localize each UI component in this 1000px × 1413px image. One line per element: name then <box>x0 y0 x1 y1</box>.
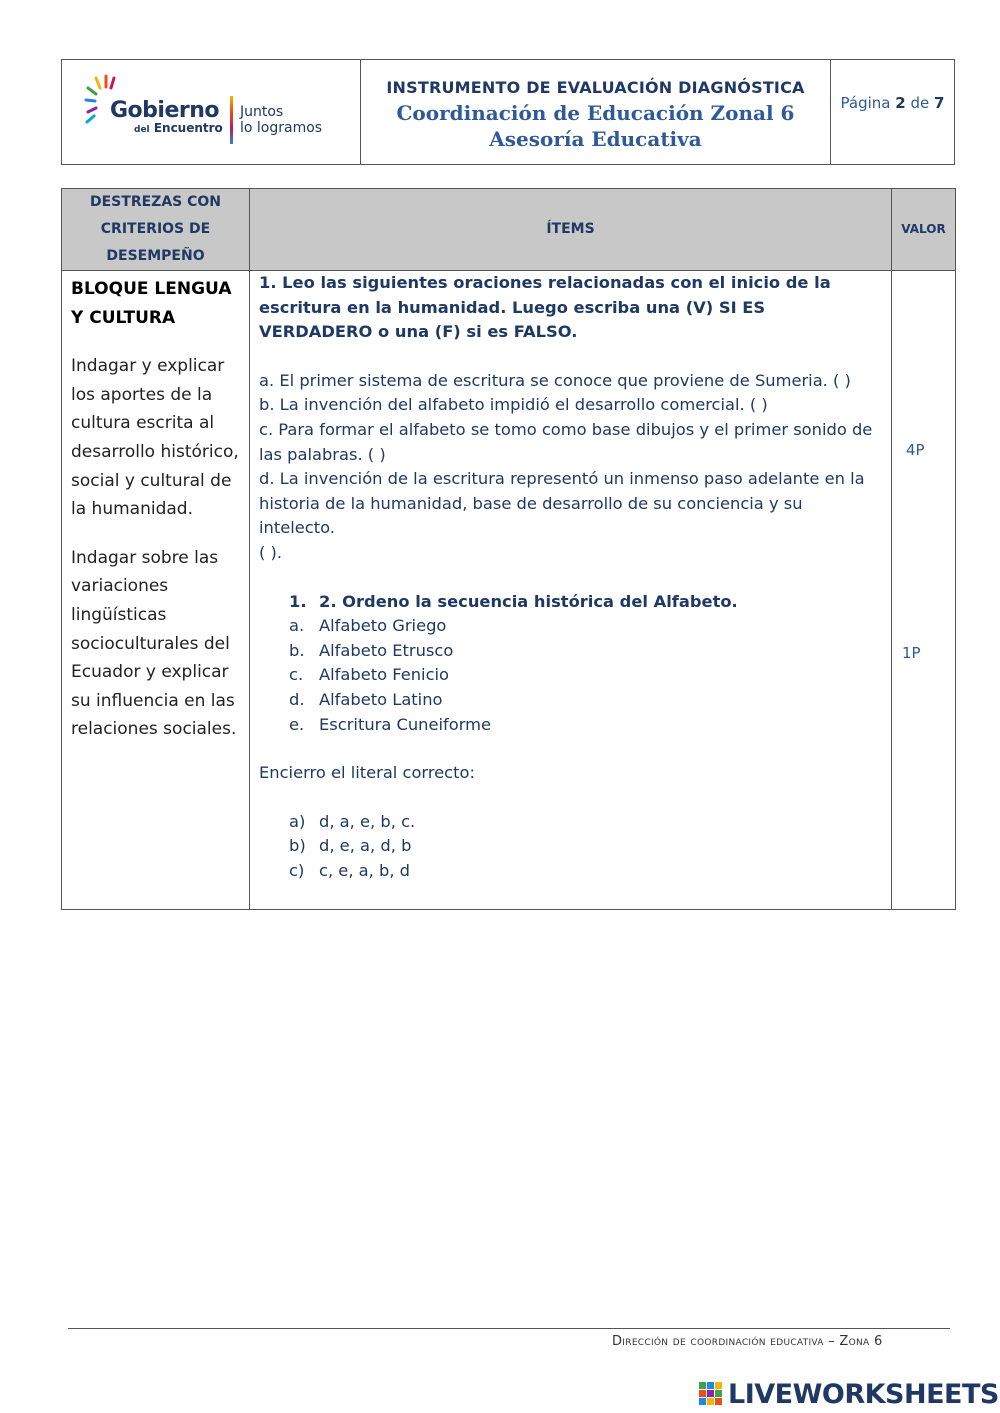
value-question-1: 4P <box>906 441 925 459</box>
header-title-block <box>361 60 831 164</box>
answer-option[interactable]: b) d, e, a, d, b <box>289 836 412 856</box>
logo-subtitle: del Encuentro <box>134 121 223 135</box>
question-1-statement: las palabras. ( ) <box>259 444 386 464</box>
list-item: b. Alfabeto Etrusco <box>289 640 454 660</box>
question-1-statement: historia de la humanidad, base de desarrollo de su conciencia y su intelecto. <box>259 493 803 538</box>
answer-option[interactable]: c) c, e, a, b, d <box>289 860 411 880</box>
value-question-2: 1P <box>902 644 921 662</box>
value-cell <box>892 271 956 910</box>
footer-text: Dirección de coordinación educativa – Zona 6 <box>612 1334 883 1348</box>
watermark-text: LIVEWORKSHEETS <box>728 1378 999 1410</box>
items-cell <box>250 271 892 910</box>
skill-text: Indagar sobre las variaciones lingüísticas socioculturales del Ecuador y explicar su influencia en las relaciones sociales. <box>71 547 237 740</box>
question-1-statement: d. La invención de la escritura representó un inmenso paso adelante en la <box>259 469 865 489</box>
list-item: e. Escritura Cuneiforme <box>289 714 492 734</box>
logo-divider <box>230 96 233 144</box>
block-title: BLOQUE LENGUA Y CULTURA <box>71 279 232 328</box>
logo-brand-text: Gobierno <box>110 98 220 123</box>
advisory-title: Asesoría Educativa <box>489 127 702 151</box>
question-2-instruction: Encierro el literal correcto: <box>259 763 475 783</box>
instrument-title: INSTRUMENTO DE EVALUACIÓN DIAGNÓSTICA <box>386 78 805 97</box>
question-1-statement: b. La invención del alfabeto impidió el desarrollo comercial. ( ) <box>259 395 768 415</box>
page-number: Página 2 de 7 <box>840 94 945 112</box>
document-header <box>61 59 955 165</box>
logo-slogan: Juntos lo logramos <box>240 104 323 136</box>
evaluation-table <box>61 188 956 910</box>
question-1-statement: ( ). <box>259 542 283 562</box>
question-1-title: 1. Leo las siguientes oraciones relacionadas con el inicio de la escritura en la humanidad. Luego escriba una (V) SI ES VERDADERO o una (F) si es FALSO. <box>259 273 831 342</box>
question-2-title: 1. 2. Ordeno la secuencia histórica del Alfabeto. <box>289 591 738 611</box>
coordination-title: Coordinación de Educación Zonal 6 <box>396 101 795 125</box>
header-items: ÍTEMS <box>250 189 892 271</box>
list-item: a. Alfabeto Griego <box>289 616 447 636</box>
header-value: VALOR <box>892 189 956 271</box>
skills-cell <box>62 271 250 910</box>
question-1-statement: a. El primer sistema de escritura se conoce que proviene de Sumeria. ( ) <box>259 370 851 390</box>
footer-divider <box>68 1328 950 1329</box>
government-logo <box>62 60 361 164</box>
header-skills: DESTREZAS CON CRITERIOS DE DESEMPEÑO <box>62 189 250 271</box>
liveworksheets-watermark <box>698 1377 999 1411</box>
liveworksheets-logo-icon <box>698 1381 724 1407</box>
list-item: c. Alfabeto Fenicio <box>289 665 450 685</box>
list-item: d. Alfabeto Latino <box>289 689 443 709</box>
question-1-statement: c. Para formar el alfabeto se tomo como base dibujos y el primer sonido de <box>259 419 873 439</box>
skill-text: Indagar y explicar los aportes de la cultura escrita al desarrollo histórico, social y cultural de la humanidad. <box>71 356 239 520</box>
answer-option[interactable]: a) d, a, e, b, c. <box>289 811 416 831</box>
